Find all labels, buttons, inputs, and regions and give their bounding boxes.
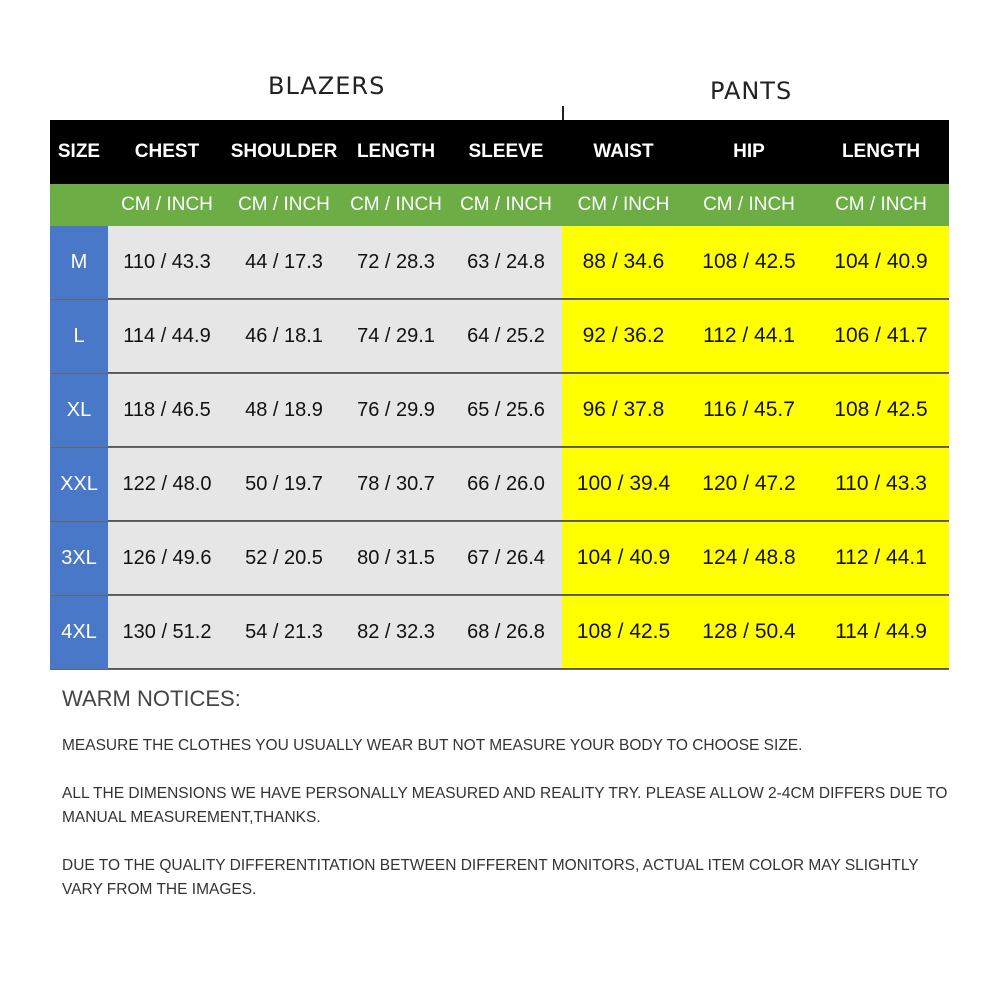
table-row: [50, 374, 949, 448]
size-label: 3XL: [50, 522, 108, 595]
notice-text: MEASURE THE CLOTHES YOU USUALLY WEAR BUT NOT MEASURE YOUR BODY TO CHOOSE SIZE.: [62, 737, 803, 754]
blazer-length-value: 74 / 29.1: [342, 300, 450, 373]
chest-value: 110 / 43.3: [108, 226, 226, 299]
unit-cell: CM / INCH: [238, 194, 330, 215]
hip-value: 116 / 45.7: [685, 374, 813, 447]
shoulder-value: 54 / 21.3: [226, 596, 342, 669]
chest-value: 126 / 49.6: [108, 522, 226, 595]
blazer-length-value: 76 / 29.9: [342, 374, 450, 447]
size-label: 4XL: [50, 596, 108, 669]
sleeve-value: 67 / 26.4: [450, 522, 562, 595]
hip-value: 120 / 47.2: [685, 448, 813, 521]
pants-title: PANTS: [710, 77, 793, 105]
header-chest: CHEST: [134, 141, 200, 162]
size-label: XL: [50, 374, 108, 447]
waist-value: 92 / 36.2: [562, 300, 685, 373]
header-blazer-length: LENGTH: [356, 141, 436, 162]
pants-length-value: 110 / 43.3: [813, 448, 949, 521]
pants-length-value: 104 / 40.9: [813, 226, 949, 299]
sleeve-value: 63 / 24.8: [450, 226, 562, 299]
header-waist: WAIST: [593, 141, 654, 162]
hip-value: 124 / 48.8: [685, 522, 813, 595]
unit-cell: CM / INCH: [350, 194, 442, 215]
size-chart-table: [50, 120, 949, 670]
shoulder-value: 52 / 20.5: [226, 522, 342, 595]
hip-value: 128 / 50.4: [685, 596, 813, 669]
blazers-title: BLAZERS: [268, 72, 386, 100]
waist-value: 108 / 42.5: [562, 596, 685, 669]
shoulder-value: 46 / 18.1: [226, 300, 342, 373]
header-pants-length: LENGTH: [841, 141, 921, 162]
pants-length-value: 106 / 41.7: [813, 300, 949, 373]
table-row: [50, 448, 949, 522]
table-row: [50, 226, 949, 300]
notices-title: WARM NOTICES:: [62, 686, 241, 711]
header-shoulder: SHOULDER: [230, 141, 338, 162]
sleeve-value: 64 / 25.2: [450, 300, 562, 373]
pants-length-value: 108 / 42.5: [813, 374, 949, 447]
unit-cell: CM / INCH: [121, 194, 213, 215]
waist-value: 100 / 39.4: [562, 448, 685, 521]
blazer-length-value: 80 / 31.5: [342, 522, 450, 595]
shoulder-value: 48 / 18.9: [226, 374, 342, 447]
unit-cell: CM / INCH: [835, 194, 927, 215]
shoulder-value: 50 / 19.7: [226, 448, 342, 521]
pants-length-value: 112 / 44.1: [813, 522, 949, 595]
waist-value: 88 / 34.6: [562, 226, 685, 299]
notice-text: DUE TO THE QUALITY DIFFERENTITATION BETWEEN DIFFERENT MONITORS, ACTUAL ITEM COLOR MAY SLIGHTLY VARY FROM THE IMAGES.: [62, 857, 919, 898]
waist-value: 104 / 40.9: [562, 522, 685, 595]
table-row: [50, 596, 949, 670]
chest-value: 114 / 44.9: [108, 300, 226, 373]
header-hip: HIP: [733, 141, 765, 162]
blazer-length-value: 78 / 30.7: [342, 448, 450, 521]
hip-value: 112 / 44.1: [685, 300, 813, 373]
pants-length-value: 114 / 44.9: [813, 596, 949, 669]
size-label: M: [50, 226, 108, 299]
blazer-length-value: 72 / 28.3: [342, 226, 450, 299]
unit-cell: CM / INCH: [577, 194, 670, 215]
unit-row: [50, 184, 949, 226]
table-row: [50, 522, 949, 596]
header-row: [50, 120, 949, 184]
chest-value: 130 / 51.2: [108, 596, 226, 669]
blazer-length-value: 82 / 32.3: [342, 596, 450, 669]
table-row: [50, 300, 949, 374]
sleeve-value: 68 / 26.8: [450, 596, 562, 669]
shoulder-value: 44 / 17.3: [226, 226, 342, 299]
hip-value: 108 / 42.5: [685, 226, 813, 299]
notice-text: ALL THE DIMENSIONS WE HAVE PERSONALLY MEASURED AND REALITY TRY. PLEASE ALLOW 2-4CM DIFFERS DUE TO MANUAL MEASUREMENT,THANKS.: [62, 785, 948, 826]
unit-cell-blank: [50, 184, 108, 226]
waist-value: 96 / 37.8: [562, 374, 685, 447]
chest-value: 118 / 46.5: [108, 374, 226, 447]
size-label: L: [50, 300, 108, 373]
size-label: XXL: [50, 448, 108, 521]
header-sleeve: SLEEVE: [468, 141, 544, 162]
warm-notices: [62, 686, 952, 926]
header-size: SIZE: [57, 141, 101, 162]
unit-cell: CM / INCH: [703, 194, 795, 215]
unit-cell: CM / INCH: [460, 194, 552, 215]
sleeve-value: 66 / 26.0: [450, 448, 562, 521]
chest-value: 122 / 48.0: [108, 448, 226, 521]
sleeve-value: 65 / 25.6: [450, 374, 562, 447]
